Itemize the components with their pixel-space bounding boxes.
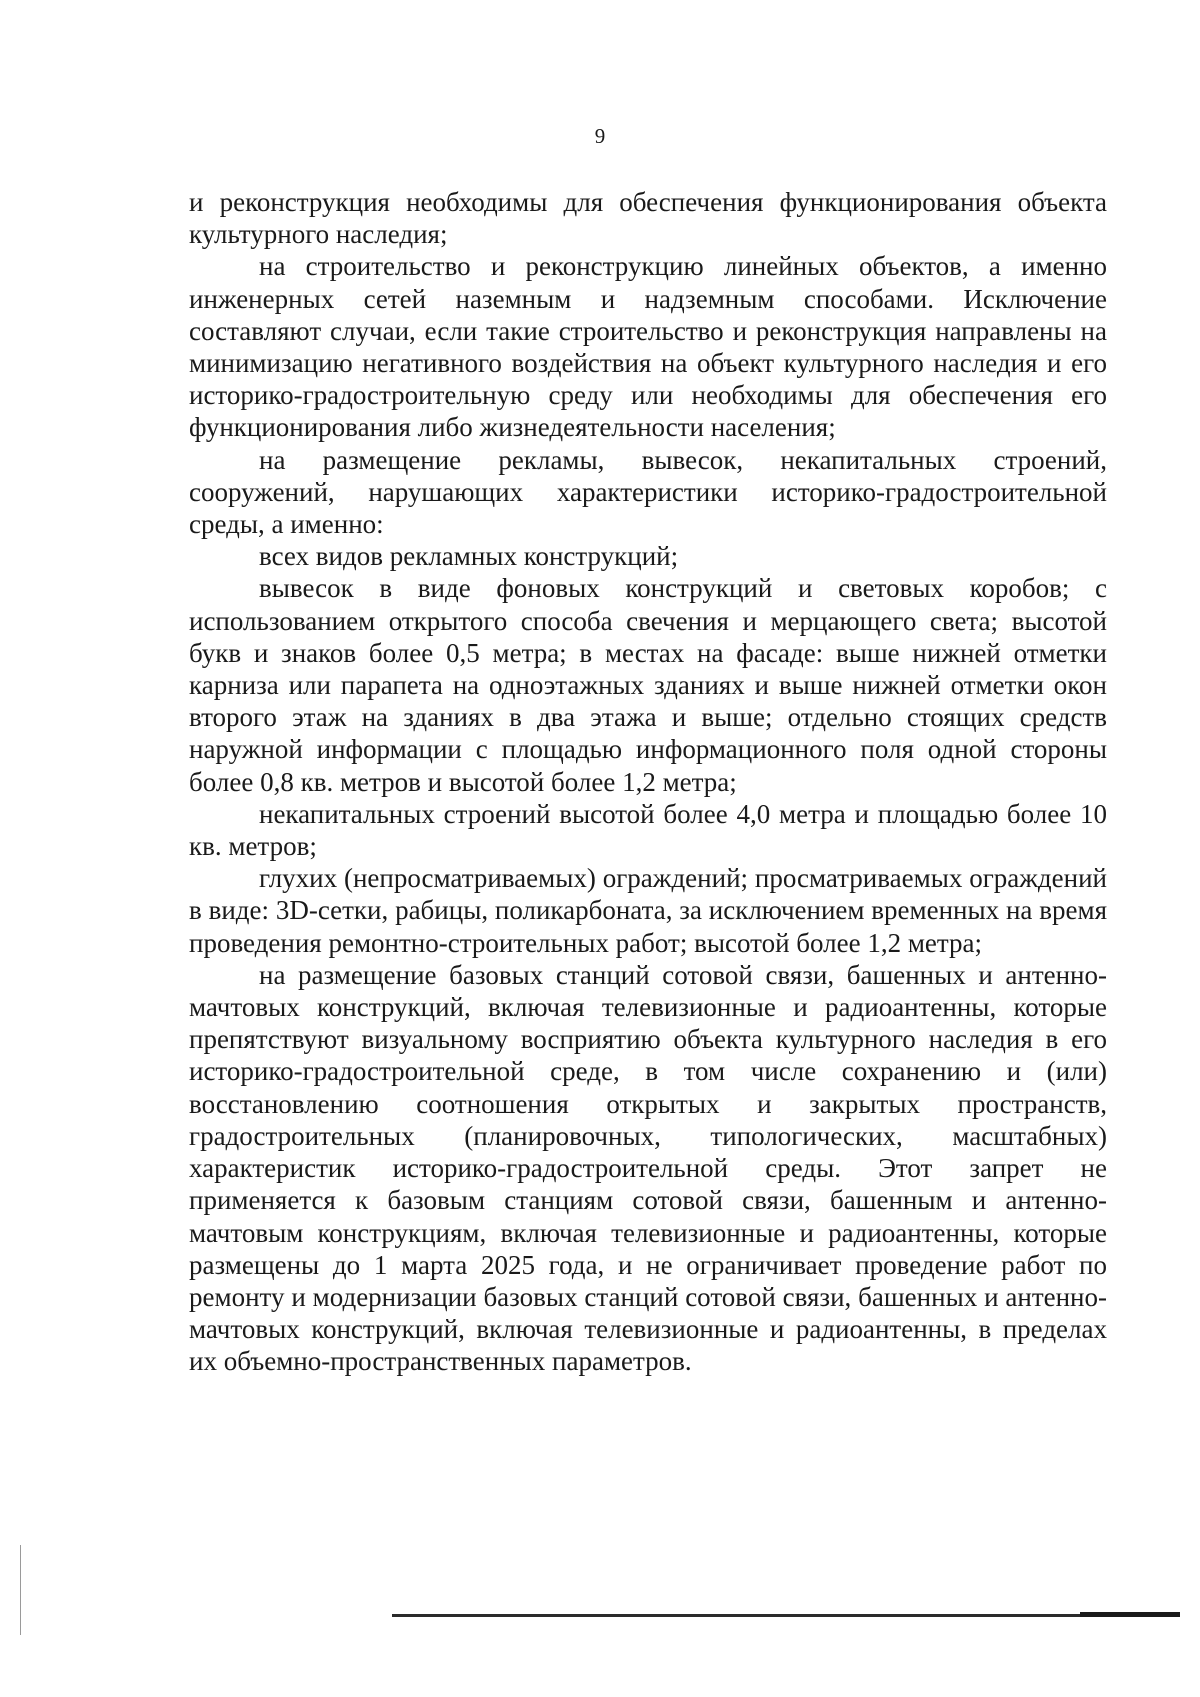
paragraph-continuation: и реконструкция необходимы для обеспечения функционирования объекта культурного наследия; — [189, 187, 1107, 250]
paragraph-ad-structures: всех видов рекламных конструкций; — [259, 541, 679, 572]
document-body — [189, 186, 1107, 1378]
paragraph-advertising: на размещение рекламы, вывесок, некапитальных строений, сооружений, нарушающих характеристики историко-градостроительной среды, а именно: — [189, 444, 1107, 540]
paragraph-fences: глухих (непросматриваемых) ограждений; просматриваемых ограждений в виде: 3D-сетки, рабицы, поликарбоната, за исключением временных на время проведения ремонтно-строительных работ; высотой более 1,2 метра; — [189, 863, 1107, 958]
paragraph-nonpermanent-buildings: некапитальных строений высотой более 4,0 метра и площадью более 10 кв. метров; — [189, 798, 1107, 862]
footer-rule-end — [1080, 1612, 1180, 1617]
scan-edge-mark — [20, 1545, 21, 1635]
paragraph-signs: вывесок в виде фоновых конструкций и световых коробов; с использованием открытого способа свечения и мерцающего света; высотой букв и знаков более 0,5 метра; в местах на фасаде: выше нижней отметки карниза или парапета на одноэтажных зданиях и выше нижней отметки окон второго этаж на зданиях в два этажа и выше; отдельно стоящих средств наружной информации с площадью информационного поля одной стороны более 0,8 кв. метров и высотой более 1,2 метра; — [189, 573, 1107, 797]
footer-rule — [392, 1614, 1180, 1617]
page-number: 9 — [594, 124, 606, 148]
paragraph-base-stations: на размещение базовых станций сотовой связи, башенных и антенно-мачтовых конструкций, включая телевизионные и радиоантенны, которые препятствуют визуальному восприятию объекта культурного наследия в его историко-градостроительной среде, в том числе сохранению и (или) восстановлению соотношения открытых и закрытых пространств, градостроительных (планировочных, типологических, масштабных) характеристик историко-градостроительной среды. Этот запрет не применяется к базовым станциям сотовой связи, башенным и антенно-мачтовым конструкциям, включая телевизионные и радиоантенны, которые размещены до 1 марта 2025 года, и не ограничивает проведение работ по ремонту и модернизации базовых станций сотовой связи, башенных и антенно-мачтовых конструкций, включая телевизионные и радиоантенны, в пределах их объемно-пространственных параметров. — [189, 959, 1107, 1377]
paragraph-linear-objects: на строительство и реконструкцию линейных объектов, а именно инженерных сетей наземным и надземным способами. Исключение составляют случаи, если такие строительство и реконструкция направлены на минимизацию негативного воздействия на объект культурного наследия и его историко-градостроительную среду или необходимы для обеспечения его функционирования либо жизнедеятельности населения; — [189, 251, 1107, 443]
